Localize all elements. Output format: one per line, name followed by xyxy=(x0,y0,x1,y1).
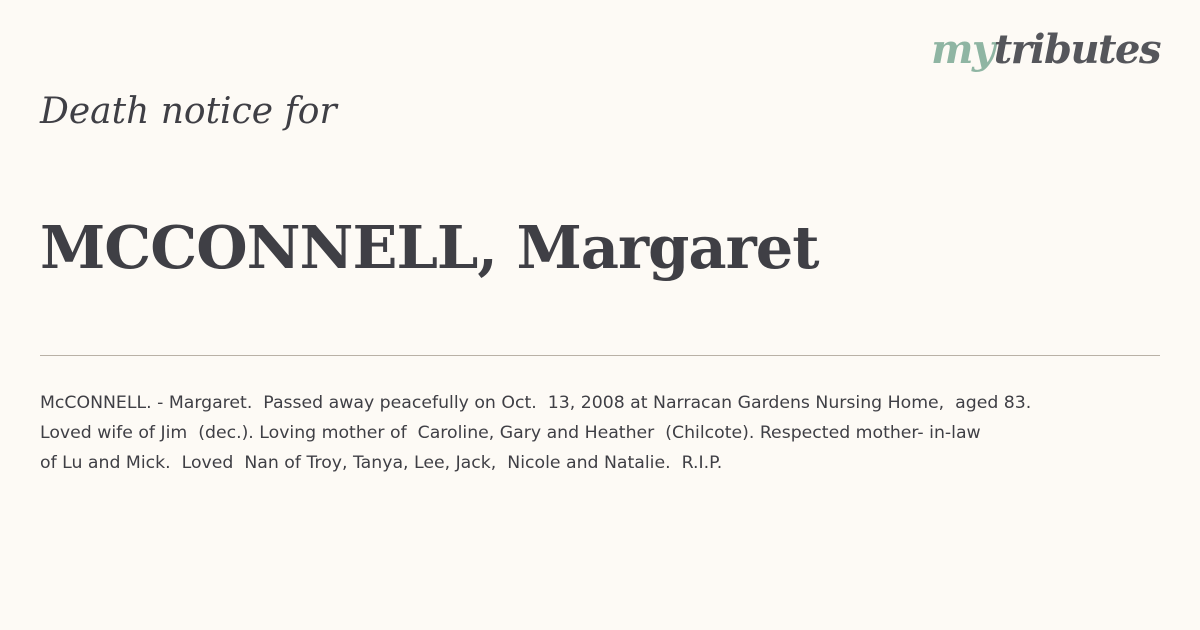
logo-tributes-text: tributes xyxy=(993,26,1160,73)
notice-text-line: Loved wife of Jim (dec.). Loving mother of Caroline, Gary and Heather (Chilcote). Respected mother- in-law xyxy=(40,423,981,443)
mytributes-logo[interactable] xyxy=(931,26,1160,73)
notice-text-line: McCONNELL. - Margaret. Passed away peacefully on Oct. 13, 2008 at Narracan Gardens Nursing Home, aged 83. xyxy=(40,393,1032,413)
notice-text xyxy=(40,388,1164,478)
deceased-name: MCCONNELL, Margaret xyxy=(40,213,819,282)
logo-my-text: my xyxy=(931,26,994,73)
divider xyxy=(40,355,1160,356)
notice-text-line: of Lu and Mick. Loved Nan of Troy, Tanya, Lee, Jack, Nicole and Natalie. R.I.P. xyxy=(40,453,723,473)
death-notice-label: Death notice for xyxy=(40,91,337,132)
